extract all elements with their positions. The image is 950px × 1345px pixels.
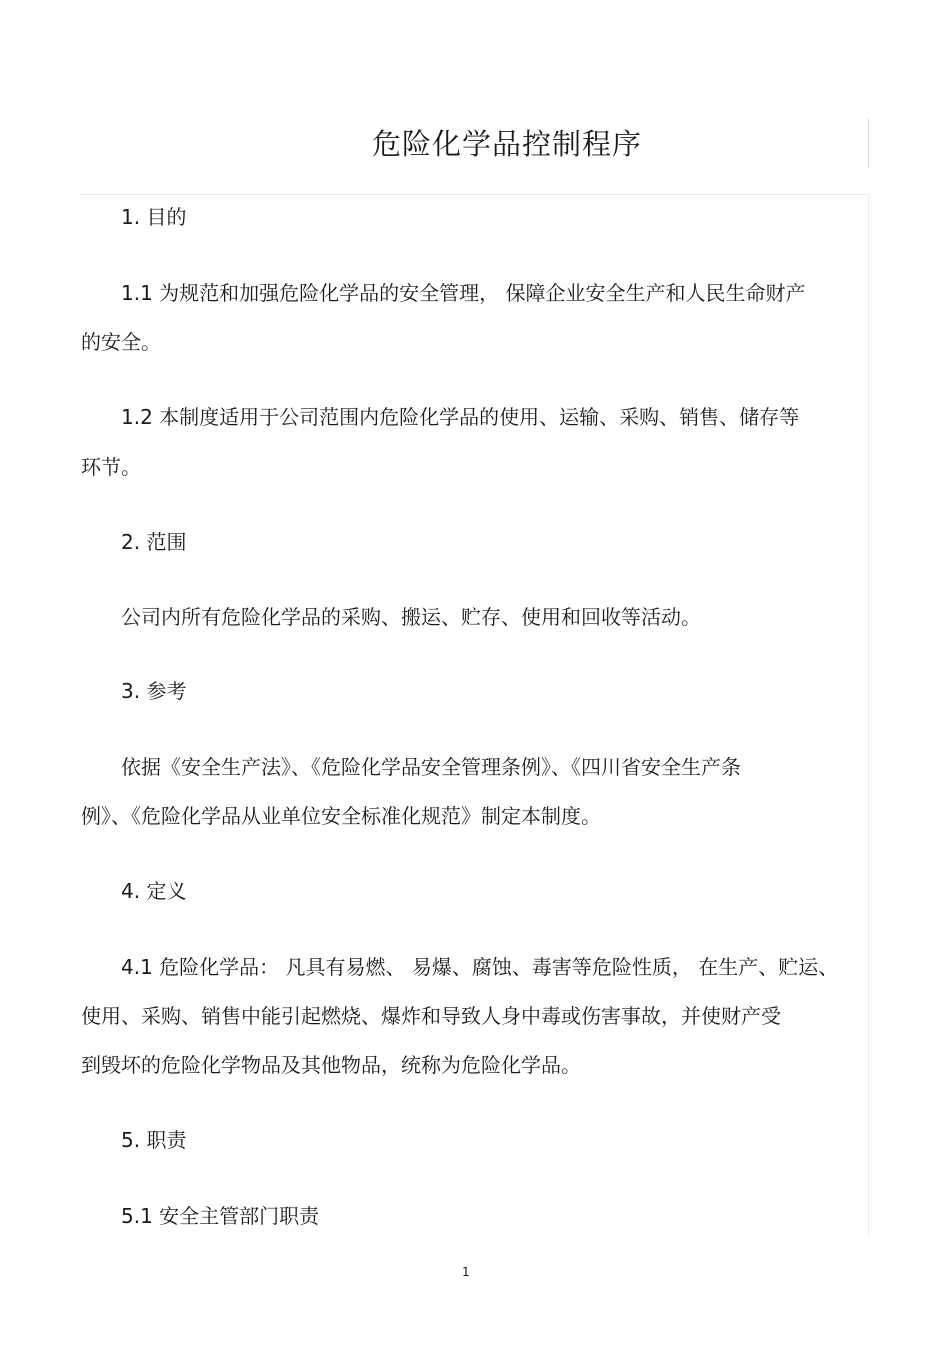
clause-1-2-line-2: 环节。 bbox=[81, 455, 141, 479]
definition-4-1-line-3: 到毁坏的危险化学物品及其他物品，统称为危险化学品。 bbox=[81, 1053, 581, 1077]
page-title: 危险化学品控制程序 bbox=[372, 127, 643, 161]
heading-purpose: 1. 目的 bbox=[121, 205, 187, 229]
heading-responsibilities: 5. 职责 bbox=[121, 1128, 187, 1152]
definition-4-1-line-1: 4.1 危险化学品： 凡具有易燃、 易爆、腐蚀、毒害等危险性质， 在生产、贮运、 bbox=[121, 955, 839, 979]
clause-1-2-line-1: 1.2 本制度适用于公司范围内危险化学品的使用、运输、采购、销售、储存等 bbox=[121, 405, 800, 429]
clause-5-1: 5.1 安全主管部门职责 bbox=[121, 1204, 320, 1228]
header-rule bbox=[80, 194, 870, 195]
scope-text: 公司内所有危险化学品的采购、搬运、贮存、使用和回收等活动。 bbox=[121, 605, 701, 629]
heading-scope: 2. 范围 bbox=[121, 530, 187, 554]
definition-4-1-line-2: 使用、采购、销售中能引起燃烧、爆炸和导致人身中毒或伤害事故，并使财产受 bbox=[81, 1004, 781, 1028]
clause-1-1-line-1: 1.1 为规范和加强危险化学品的安全管理， 保障企业安全生产和人民生命财产 bbox=[121, 281, 806, 305]
heading-reference: 3. 参考 bbox=[121, 679, 187, 703]
title-vertical-rule bbox=[868, 118, 869, 168]
reference-line-2: 例》、《危险化学品从业单位安全标准化规范》制定本制度。 bbox=[81, 804, 601, 828]
right-margin-rule bbox=[868, 196, 869, 1236]
page-number: 1 bbox=[462, 1265, 470, 1279]
reference-line-1: 依据《安全生产法》、《危险化学品安全管理条例》、《四川省安全生产条 bbox=[121, 755, 741, 779]
heading-definition: 4. 定义 bbox=[121, 879, 187, 903]
clause-1-1-line-2: 的安全。 bbox=[81, 330, 161, 354]
